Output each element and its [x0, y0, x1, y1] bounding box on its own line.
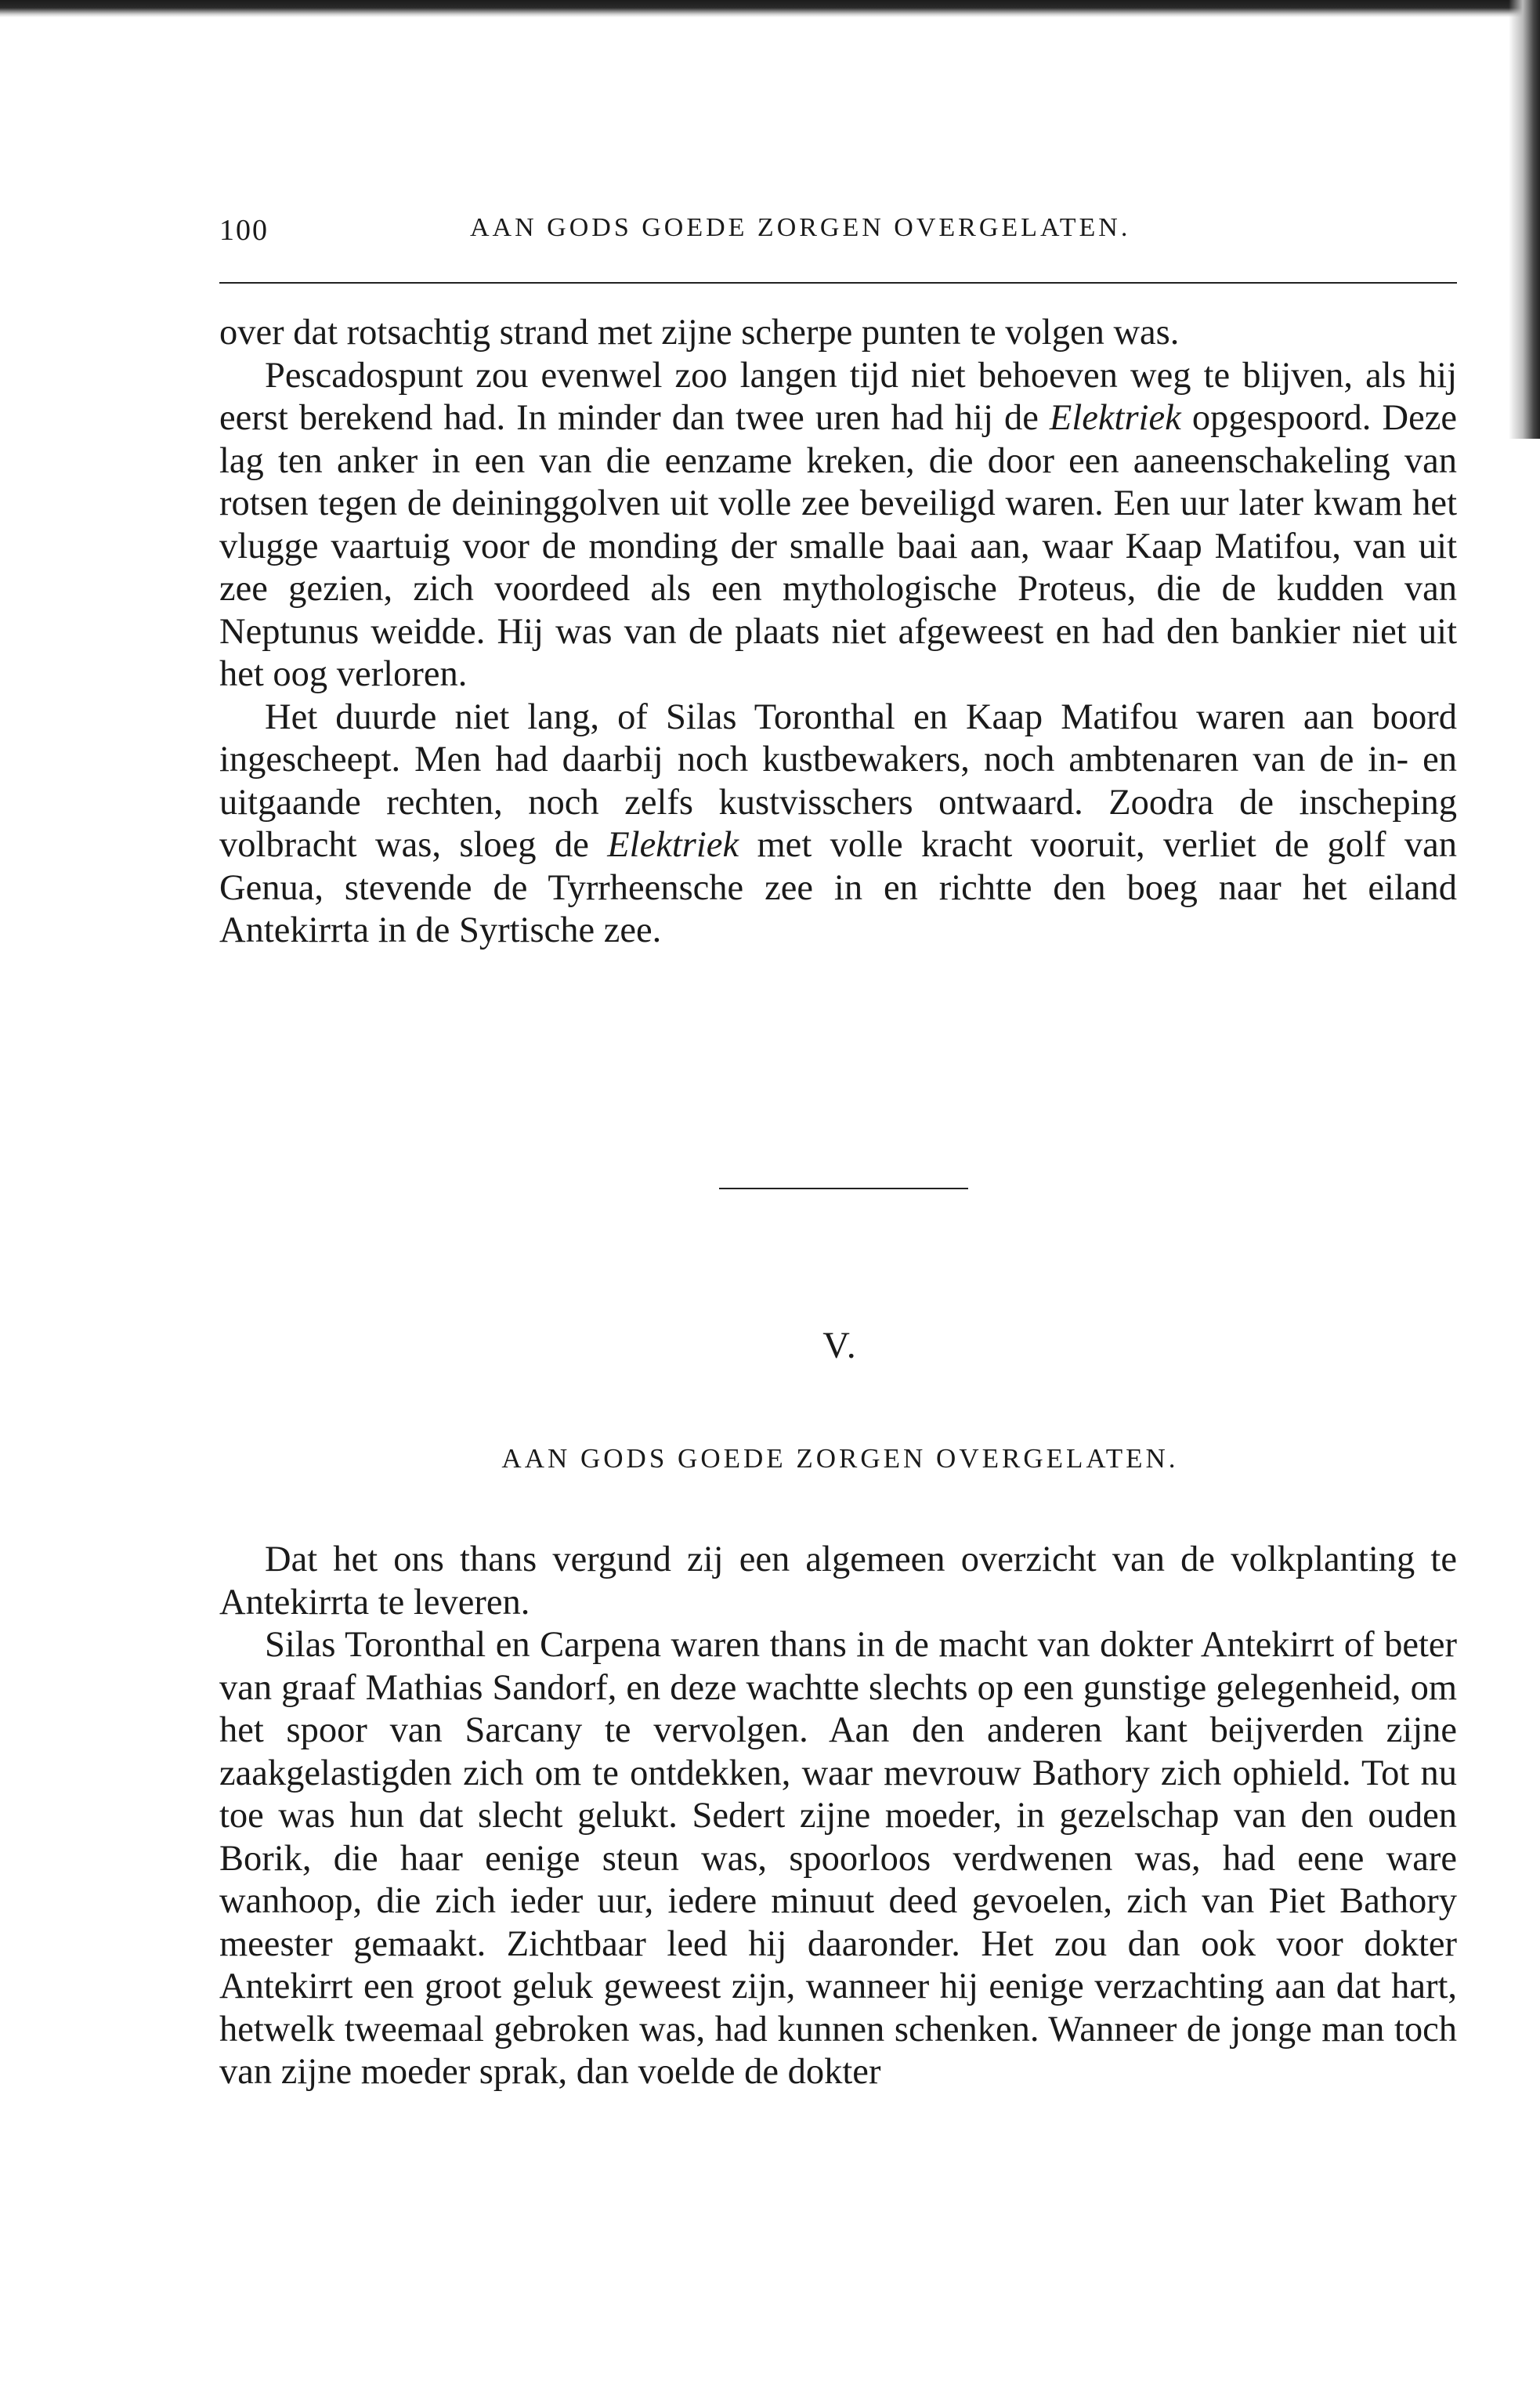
continuation-text: [219, 312, 1457, 953]
running-head: [219, 213, 1449, 252]
chapter-title: AAN GODS GOEDE ZORGEN OVERGELATEN.: [501, 1443, 1179, 1474]
scan-right-edge: [1509, 0, 1540, 439]
page-number: 100: [219, 214, 269, 247]
scan-top-edge: [0, 0, 1540, 17]
ship-name: Elektriek: [607, 825, 739, 865]
ship-name: Elektriek: [1049, 398, 1181, 438]
chapter-text: [219, 1539, 1457, 2094]
chapter-number: V.: [822, 1325, 858, 1366]
paragraph: Pescadospunt zou evenwel zoo langen tijd niet behoeven weg te blijven, als hij eerst berekend had. In minder dan twee uren had hij de Elektriek opgespoord. Deze lag ten anker in een van die eenzame kreken, die door een aaneenschakeling van rotsen tegen de deininggolven uit volle zee beveiligd waren. Een uur later kwam het vlugge vaartuig voor de monding der smalle baai aan, waar Kaap Matifou, van uit zee gezien, zich voordeed als een mythologische Proteus, die de kudden van Neptunus weidde. Hij was van de plaats niet afgeweest en had den bankier niet uit het oog verloren.: [219, 355, 1457, 694]
header-rule: [219, 282, 1457, 284]
paragraph: Silas Toronthal en Carpena waren thans in de macht van dokter Antekirrt of beter van graaf Mathias Sandorf, en deze wachtte slechts op een gunstige gelegenheid, om het spoor van Sarcany te vervolgen. Aan den anderen kant beijverden zijne zaakgelastigden zich om te ontdekken, waar mevrouw Bathory zich ophield. Tot nu toe was hun dat slecht gelukt. Sedert zijne moeder, in gezelschap van den ouden Borik, die haar eenige steun was, spoorloos verdwenen was, had eene ware wanhoop, die zich ieder uur, iedere minuut deed gevoelen, zich van Piet Bathory meester gemaakt. Zichtbaar leed hij daaronder. Het zou dan ook voor dokter Antekirrt een groot geluk geweest zijn, wanneer hij eenige verzachting aan dat hart, hetwelk tweemaal gebroken was, had kunnen schenken. Wanneer de jonge man toch van zijne moeder sprak, dan voelde de dokter: [219, 1625, 1457, 2092]
running-title: AAN GODS GOEDE ZORGEN OVERGELATEN.: [470, 213, 1131, 242]
section-divider: [719, 1188, 968, 1189]
paragraph: Dat het ons thans vergund zij een algemeen overzicht van de volkplanting te Antekirrta te leveren.: [219, 1539, 1457, 1623]
paragraph: over dat rotsachtig strand met zijne scherpe punten te volgen was.: [219, 313, 1180, 353]
paragraph: Het duurde niet lang, of Silas Toronthal en Kaap Matifou waren aan boord ingescheept. Men had daarbij noch kustbewakers, noch ambtenaren van de in- en uitgaande rechten, noch zelfs kustvisschers ontwaard. Zoodra de inscheping volbracht was, sloeg de Elektriek met volle kracht vooruit, verliet de golf van Genua, stevende de Tyrrheensche zee in en richtte den boeg naar het eiland Antekirrta in de Syrtische zee.: [219, 696, 1457, 950]
